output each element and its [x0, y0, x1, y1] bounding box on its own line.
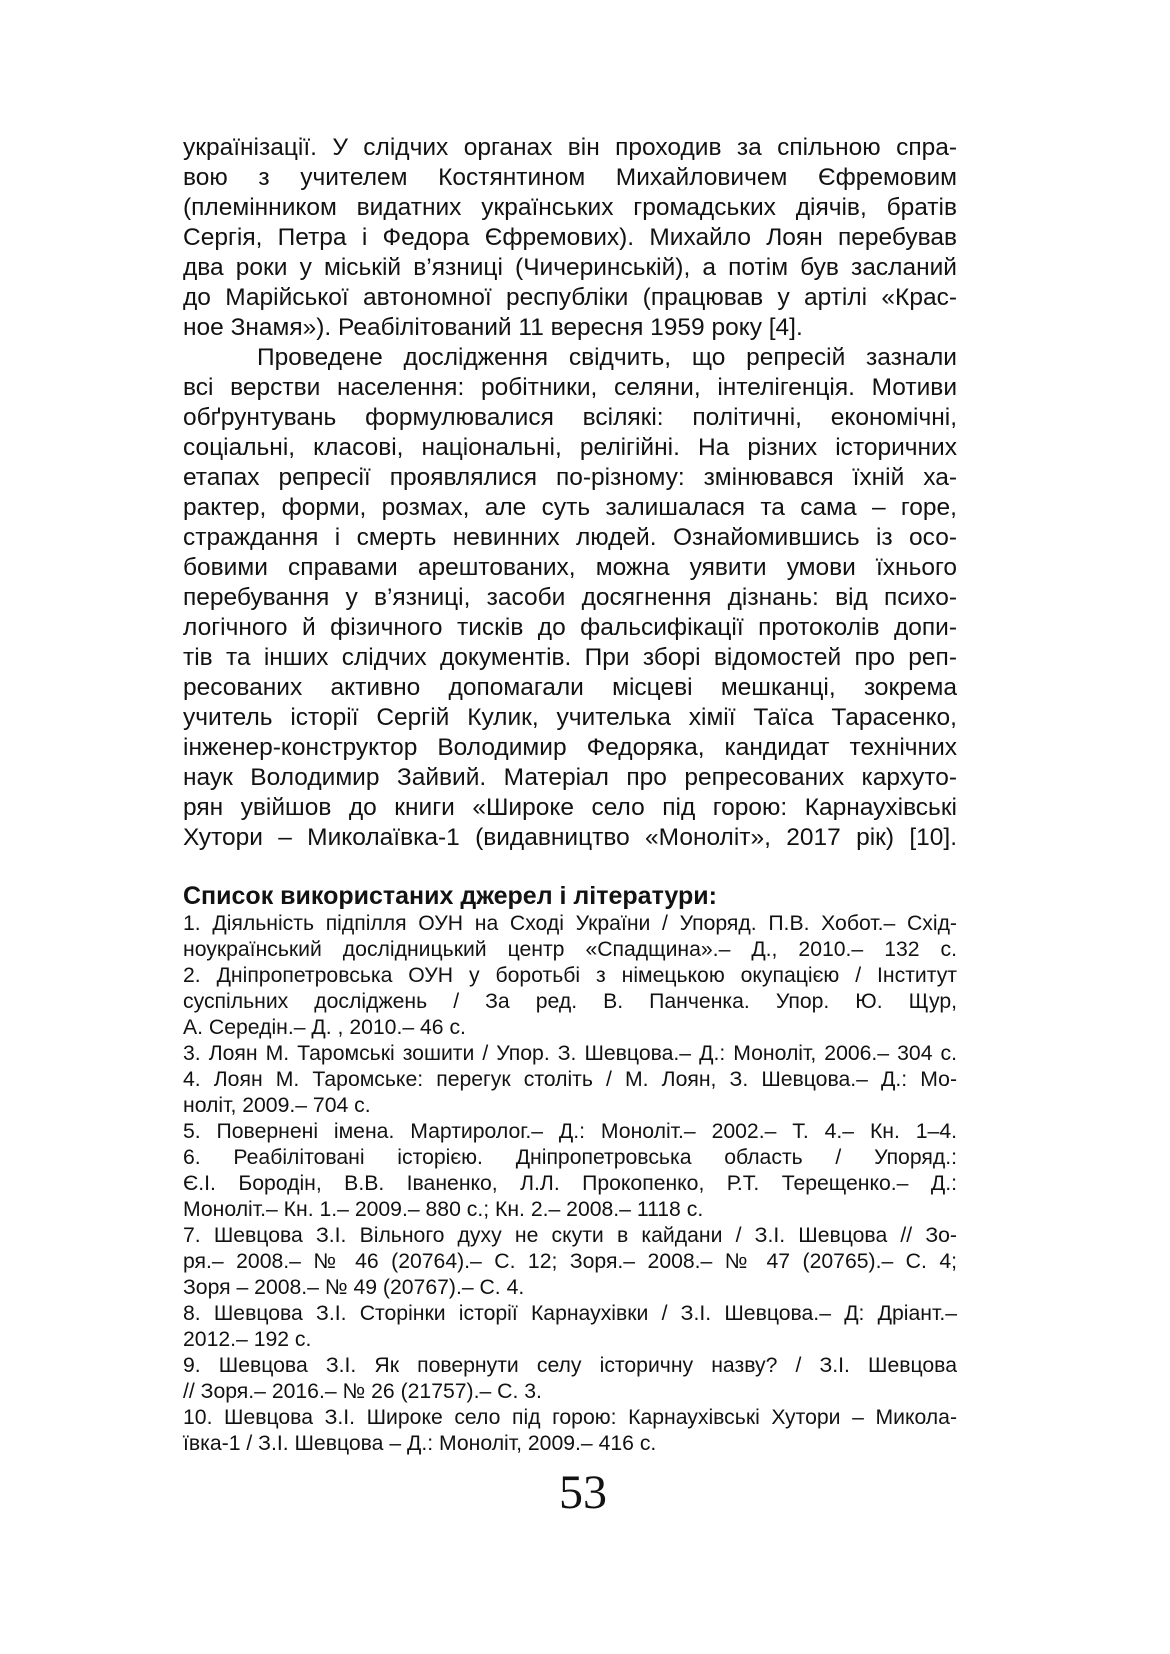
paragraph — [183, 133, 957, 343]
reference-item — [183, 1145, 957, 1223]
text-line: рактер, форми, розмах, але суть залишалася та сама – горе, — [183, 494, 957, 521]
text-line: обґрунтувань формулювалися всілякі: політичні, економічні, — [183, 404, 957, 431]
text-line: (племінником видатних українських громадських діячів, братів — [183, 194, 957, 221]
text-line: 1. Діяльність підпілля ОУН на Сході України / Упоряд. П.В. Хобот.– Схід- — [183, 912, 957, 935]
text-line: 4. Лоян М. Таромське: перегук століть / М. Лоян, З. Шевцова.– Д.: Мо- — [183, 1068, 957, 1091]
text-column — [183, 133, 957, 1519]
text-line: 7. Шевцова З.І. Вільного духу не скути в кайдани / З.І. Шевцова // Зо- — [183, 1224, 957, 1247]
text-line: 9. Шевцова З.І. Як повернути селу історичну назву? / З.І. Шевцова — [183, 1354, 957, 1377]
reference-item — [183, 1353, 957, 1405]
reference-item — [183, 963, 957, 1041]
text-line: суспільних досліджень / За ред. В. Панченка. Упор. Ю. Щур, — [183, 990, 957, 1013]
text-line: рян увійшов до книги «Широке село під горою: Карнаухівські — [183, 794, 957, 821]
text-line: ресованих активно допомагали місцеві мешканці, зокрема — [183, 674, 957, 701]
text-line: ївка-1 / З.І. Шевцова – Д.: Моноліт, 2009.– 416 с. — [183, 1432, 657, 1455]
text-line: два роки у міській в’язниці (Чичеринській), а потім був засланий — [183, 254, 957, 281]
reference-item — [183, 911, 957, 963]
text-line: перебування у в’язниці, засоби досягнення дізнань: від психо- — [183, 584, 957, 611]
text-line: Проведене дослідження свідчить, що репресій зазнали — [257, 344, 957, 371]
text-line: 2012.– 192 с. — [183, 1328, 312, 1351]
text-line: Моноліт.– Кн. 1.– 2009.– 880 с.; Кн. 2.– 2008.– 1118 с. — [183, 1198, 704, 1221]
text-line: наук Володимир Зайвий. Матеріал про репресованих кархуто- — [183, 764, 957, 791]
text-line: 6. Реабілітовані історією. Дніпропетровська область / Упоряд.: — [183, 1146, 957, 1169]
references-heading: Список використаних джерел і літератури: — [183, 882, 717, 910]
text-line: Хутори – Миколаївка-1 (видавництво «Моноліт», 2017 рік) [10]. — [183, 824, 957, 851]
text-line: ноліт, 2009.– 704 с. — [183, 1094, 371, 1117]
text-line: // Зоря.– 2016.– № 26 (21757).– С. 3. — [183, 1380, 542, 1403]
text-line: Є.І. Бородін, В.В. Іваненко, Л.Л. Прокопенко, Р.Т. Терещенко.– Д.: — [183, 1172, 957, 1195]
reference-item — [183, 1405, 957, 1457]
text-line: логічного й фізичного тисків до фальсифікації протоколів допи- — [183, 614, 957, 641]
text-line: 2. Дніпропетровська ОУН у боротьбі з німецькою окупацією / Інститут — [183, 964, 957, 987]
text-line: інженер-конструктор Володимир Федоряка, кандидат технічних — [183, 734, 957, 761]
body-text — [183, 133, 957, 853]
reference-item — [183, 1119, 957, 1145]
text-line: страждання і смерть невинних людей. Ознайомившись із осо- — [183, 524, 957, 551]
text-line: етапах репресії проявлялися по-різному: змінювався їхній ха- — [183, 464, 957, 491]
text-line: соціальні, класові, національні, релігійні. На різних історичних — [183, 434, 957, 461]
text-line: 5. Повернені імена. Мартиролог.– Д.: Моноліт.– 2002.– Т. 4.– Кн. 1–4. — [183, 1120, 957, 1143]
text-line: учитель історії Сергій Кулик, учителька хімії Таїса Тарасенко, — [183, 704, 957, 731]
page-number: 53 — [559, 1466, 607, 1519]
text-line: ноукраїнський дослідницький центр «Спадщина».– Д., 2010.– 132 с. — [183, 938, 957, 961]
text-line: ное Знамя»). Реабілітований 11 вересня 1959 року [4]. — [183, 314, 803, 341]
text-line: ря.– 2008.– № 46 (20764).– С. 12; Зоря.– 2008.– № 47 (20765).– С. 4; — [183, 1250, 957, 1273]
reference-list — [183, 911, 957, 1457]
text-line: 10. Шевцова З.І. Широке село під горою: Карнаухівські Хутори – Микола- — [183, 1406, 957, 1429]
text-line: Зоря – 2008.– № 49 (20767).– С. 4. — [183, 1276, 525, 1299]
text-line: 8. Шевцова З.І. Сторінки історії Карнаухівки / З.І. Шевцова.– Д: Дріант.– — [183, 1302, 957, 1325]
paragraph — [183, 343, 957, 853]
text-line: вою з учителем Костянтином Михайловичем Єфремовим — [183, 164, 957, 191]
reference-item — [183, 1041, 957, 1067]
text-line: до Марійської автономної республіки (працював у артілі «Крас- — [183, 284, 957, 311]
text-line: всі верстви населення: робітники, селяни, інтелігенція. Мотиви — [183, 374, 957, 401]
text-line: 3. Лоян М. Таромські зошити / Упор. З. Шевцова.– Д.: Моноліт, 2006.– 304 с. — [183, 1042, 957, 1065]
reference-item — [183, 1067, 957, 1119]
text-line: українізації. У слідчих органах він проходив за спільною спра- — [183, 134, 957, 161]
text-line: Сергія, Петра і Федора Єфремових). Михайло Лоян перебував — [183, 224, 957, 251]
reference-item — [183, 1223, 957, 1301]
text-line: А. Середін.– Д. , 2010.– 46 с. — [183, 1016, 466, 1039]
text-line: бовими справами арештованих, можна уявити умови їхнього — [183, 554, 957, 581]
reference-item — [183, 1301, 957, 1353]
text-line: тів та інших слідчих документів. При зборі відомостей про реп- — [183, 644, 957, 671]
